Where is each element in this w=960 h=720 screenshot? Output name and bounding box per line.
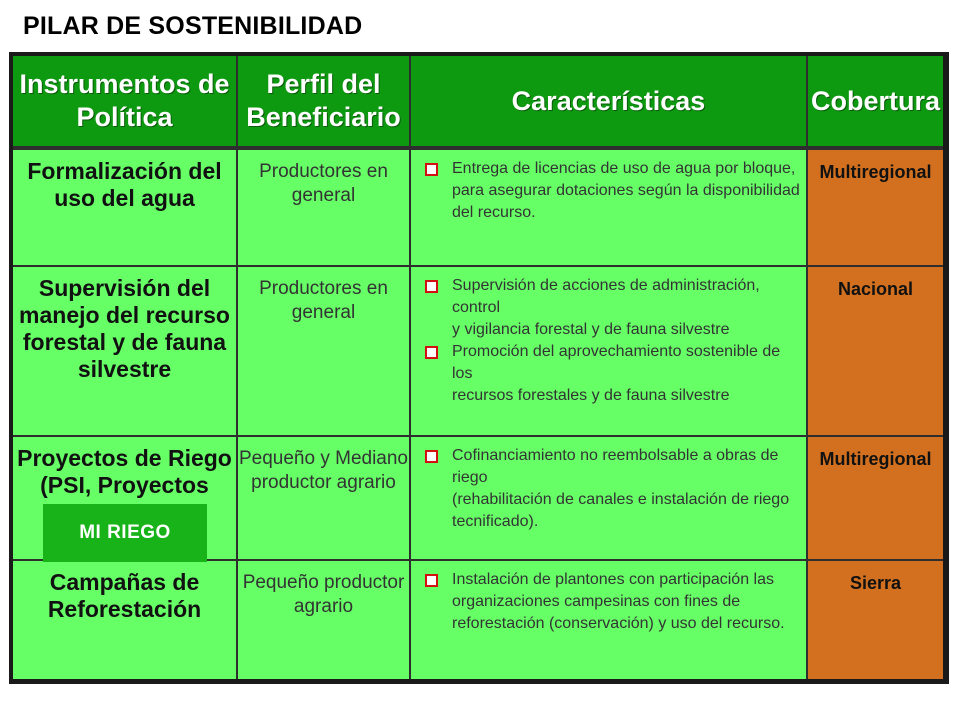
row-4-instrumento	[13, 561, 238, 679]
row-3-caracteristicas	[411, 437, 808, 561]
row-1-beneficiario	[238, 150, 411, 267]
mi-riego-label: MI RIEGO	[43, 504, 207, 562]
row-3-instrumento-text: Proyectos de Riego (PSI, Proyectos	[17, 445, 232, 499]
row-2-beneficiario	[238, 267, 411, 437]
row-4-cobertura-text: Sierra	[849, 573, 902, 593]
row-4-beneficiario	[238, 561, 411, 679]
row-1-cobertura	[808, 150, 943, 267]
row-1-cobertura-text: Multiregional	[819, 162, 932, 182]
row-4-instrumento-text: Campañas de Reforestación	[47, 569, 202, 623]
row-1-instrumento	[13, 150, 238, 267]
row-2-cobertura-text: Nacional	[837, 279, 914, 299]
list-item	[425, 569, 800, 635]
checkbox-bullet-icon	[425, 450, 438, 463]
row-2-instrumento-text: Supervisión del manejo del recurso forestal y de fauna silvestre	[19, 275, 230, 383]
header-perfil-beneficiario: Perfil del Beneficiario	[238, 56, 411, 150]
row-2-beneficiario-text: Productores en general	[259, 278, 388, 324]
row-2-caracteristica-2: Promoción del aprovechamiento sostenible de los recursos forestales y de fauna silvestre	[452, 342, 781, 404]
list-item	[425, 445, 800, 533]
row-4-caracteristica-1: Instalación de plantones con participación las organizaciones campesinas con fines de reforestación (conservación) y uso del recurso.	[452, 571, 785, 632]
row-2-caracteristicas	[411, 267, 808, 437]
list-item	[425, 341, 800, 407]
row-4-cobertura	[808, 561, 943, 679]
row-4-beneficiario-text: Pequeño productor agrario	[242, 572, 405, 618]
list-item	[425, 275, 800, 341]
row-3-caracteristica-1: Cofinanciamiento no reembolsable a obras de riego (rehabilitación de canales e instalación de riego tecnificado).	[452, 447, 790, 530]
page-title: PILAR DE SOSTENIBILIDAD	[23, 12, 363, 40]
row-3-cobertura-text: Multiregional	[819, 449, 932, 469]
checkbox-bullet-icon	[425, 346, 438, 359]
checkbox-bullet-icon	[425, 574, 438, 587]
row-2-instrumento	[13, 267, 238, 437]
header-caracteristicas: Características	[411, 56, 808, 150]
policy-grid	[13, 56, 943, 679]
policy-table	[9, 52, 949, 684]
header-instrumentos: Instrumentos de Política	[13, 56, 238, 150]
header-cobertura: Cobertura	[808, 56, 943, 150]
row-1-beneficiario-text: Productores en general	[259, 161, 388, 207]
row-3-beneficiario	[238, 437, 411, 561]
row-4-caracteristicas	[411, 561, 808, 679]
checkbox-bullet-icon	[425, 280, 438, 293]
row-3-beneficiario-text: Pequeño y Mediano productor agrario	[238, 448, 408, 494]
row-2-cobertura	[808, 267, 943, 437]
checkbox-bullet-icon	[425, 163, 438, 176]
row-1-caracteristicas	[411, 150, 808, 267]
row-1-caracteristica-1: Entrega de licencias de uso de agua por bloque, para asegurar dotaciones según la disponibilidad del recurso.	[452, 160, 800, 221]
list-item	[425, 158, 800, 224]
row-2-caracteristica-1: Supervisión de acciones de administración, control y vigilancia forestal y de fauna silvestre	[452, 277, 760, 338]
row-3-cobertura	[808, 437, 943, 561]
row-1-instrumento-text: Formalización del uso del agua	[27, 158, 222, 212]
